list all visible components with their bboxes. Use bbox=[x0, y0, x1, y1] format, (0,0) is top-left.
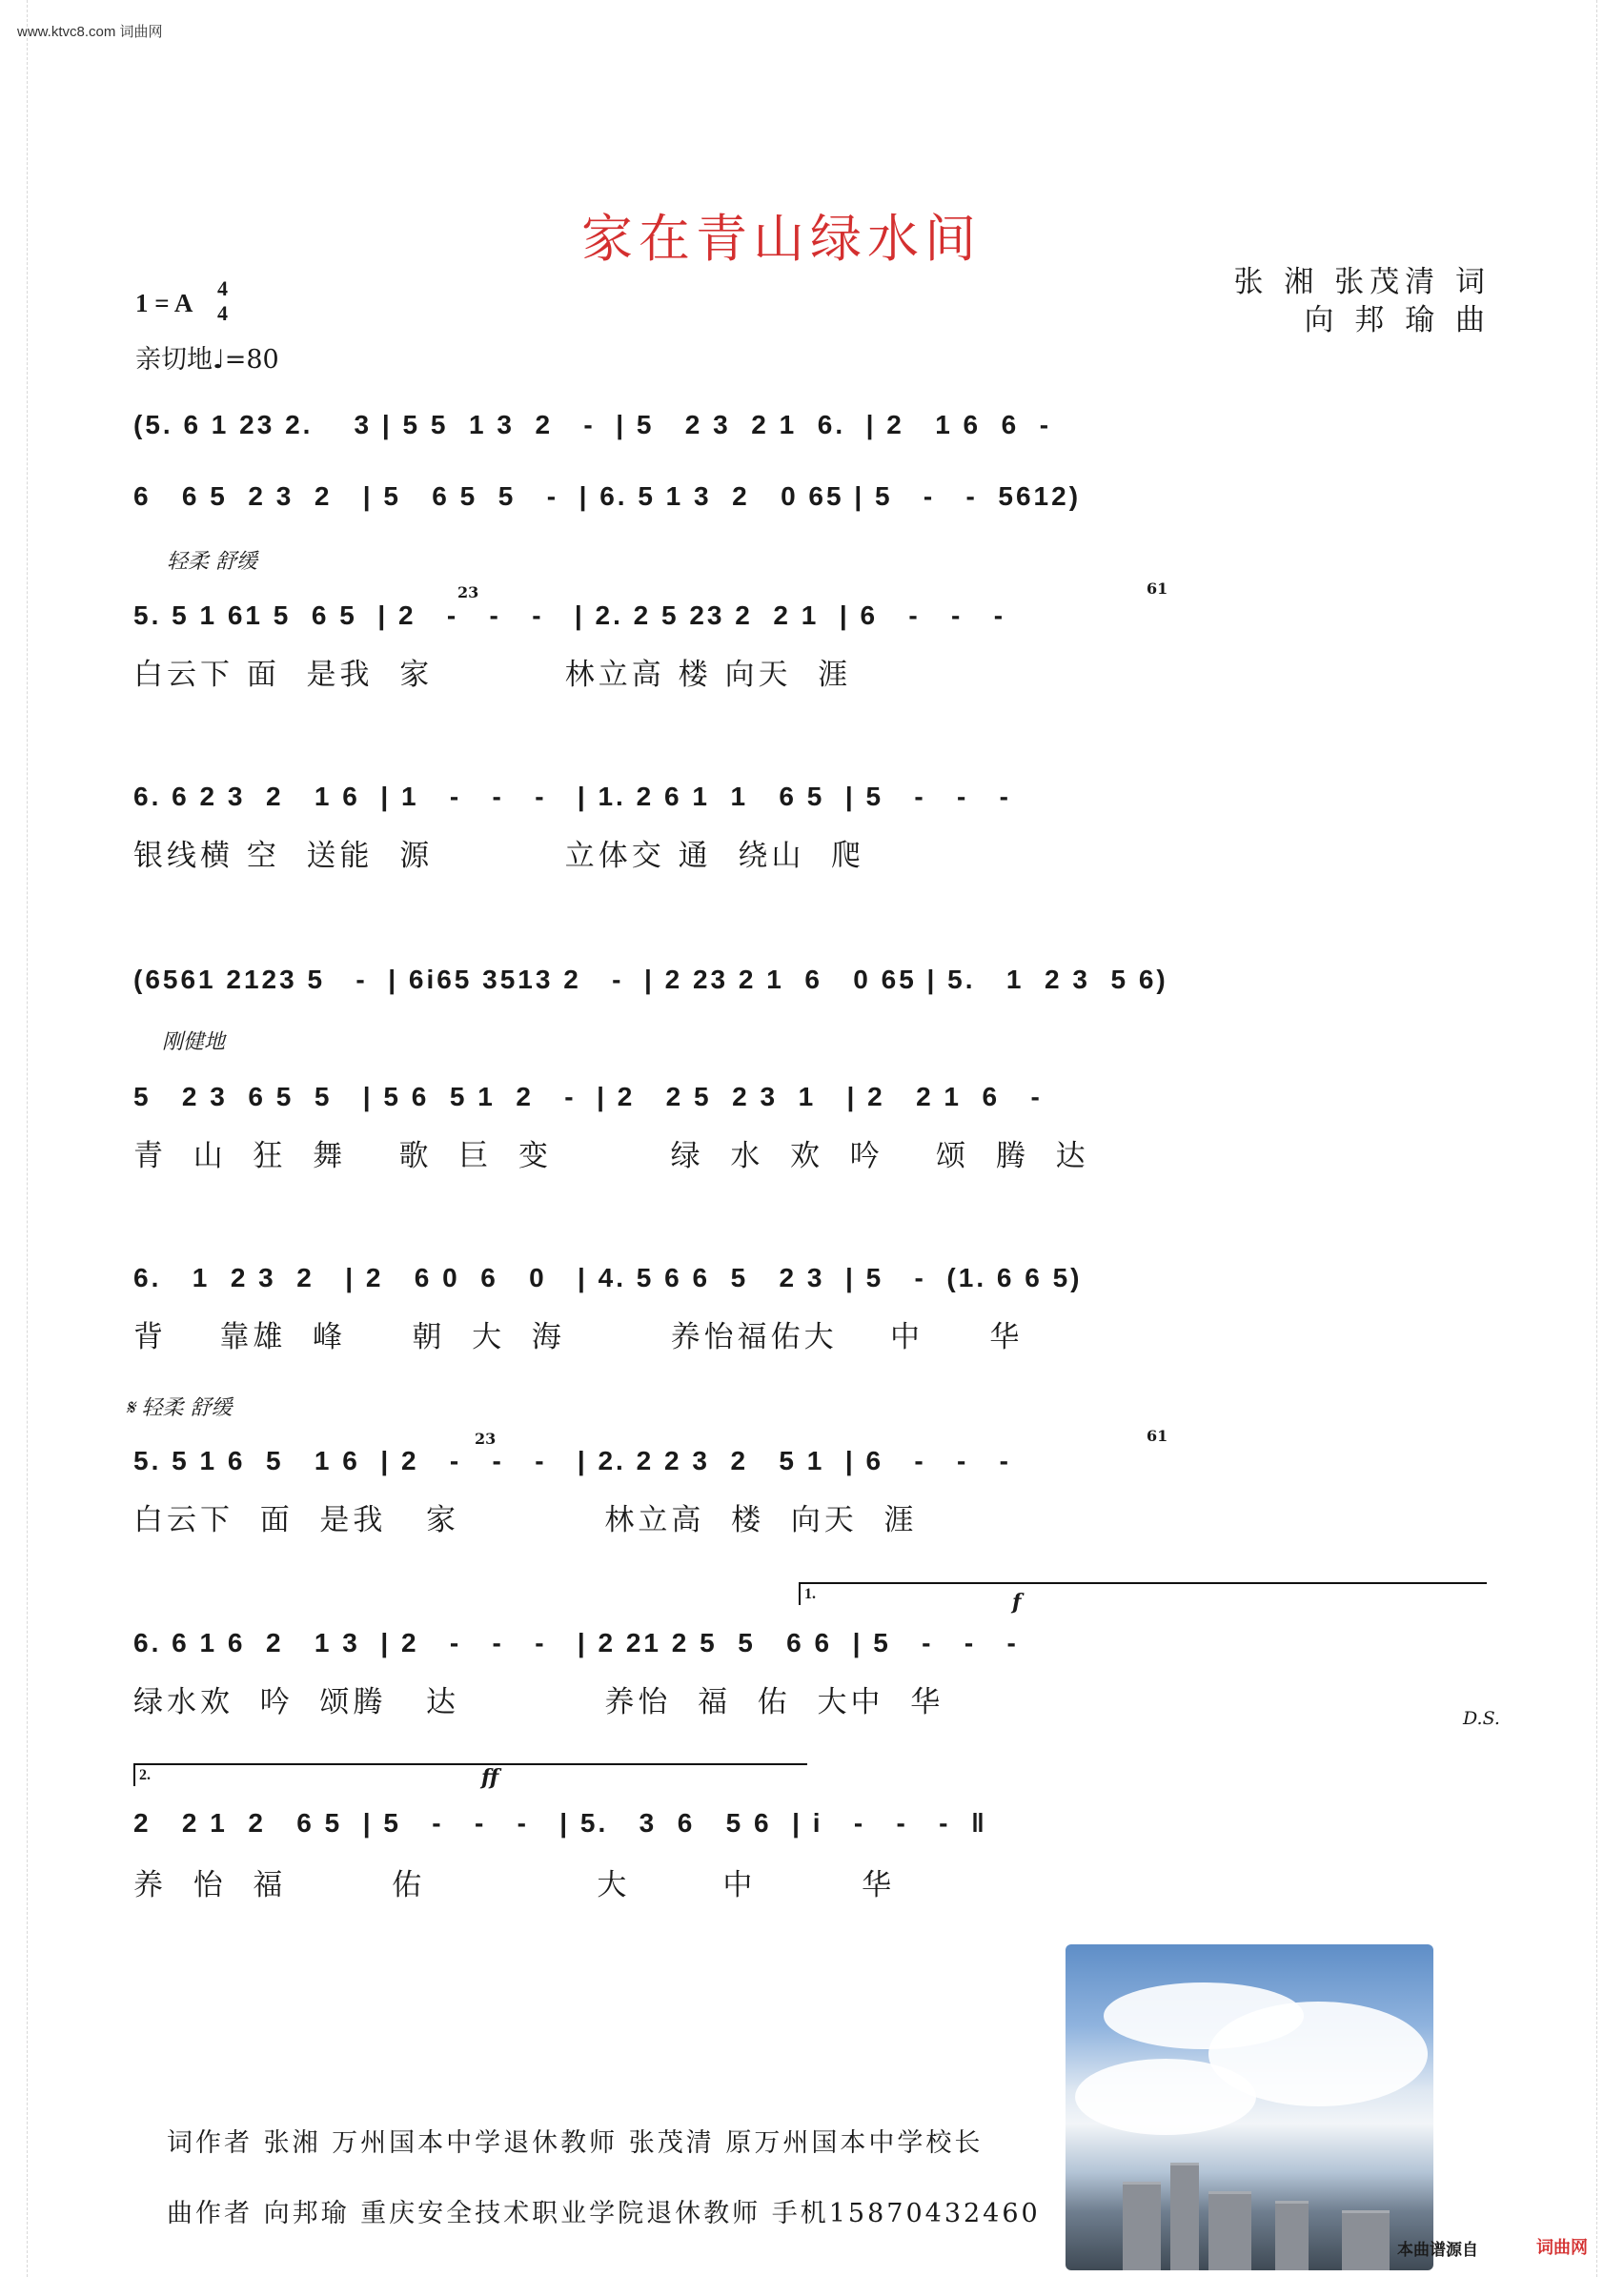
dynamic-fortissimo: ff bbox=[481, 1765, 499, 1790]
site-header: www.ktvc8.com 词曲网 bbox=[17, 24, 163, 40]
notation: 5 2 3 6 5 5 | 5 6 5 1 2 - | 2 2 5 2 3 1 | 2 2 1 6 - bbox=[133, 1082, 1043, 1111]
building bbox=[1170, 2163, 1199, 2270]
score-line-9 bbox=[133, 1628, 1506, 1723]
notation: 6. 1 2 3 2 | 2 6 0 6 0 | 4. 5 6 6 5 2 3 | 5 - (1. 6 6 5) bbox=[133, 1263, 1083, 1292]
right-watermark-strip bbox=[1596, 0, 1618, 2277]
composer-info: 曲作者 向邦瑜 重庆安全技术职业学院退休教师 手机15870432460 bbox=[167, 2199, 1041, 2228]
lyrics: 养 怡 福 佑 大 中 华 bbox=[133, 1868, 896, 1902]
notation: 2 2 1 2 6 5 | 5 - - - | 5. 3 6 5 6 | i - - - ‖ bbox=[133, 1808, 987, 1838]
composer-credit: 向 邦 瑜 曲 bbox=[1304, 303, 1491, 337]
cloud bbox=[1075, 2059, 1256, 2135]
score-line-2 bbox=[133, 481, 1506, 539]
expression-vigorous: 刚健地 bbox=[162, 1030, 226, 1054]
notation: 5. 5 1 61 5 6 5 | 2 - - - | 2. 2 5 23 2 2 1 | 6 - - - bbox=[133, 600, 1006, 630]
score-line-8 bbox=[133, 1446, 1506, 1541]
score-line-1 bbox=[133, 410, 1506, 467]
key-signature: 1 = A bbox=[135, 289, 193, 317]
brand-logo[interactable]: 词曲网 bbox=[1536, 2238, 1588, 2258]
lyricist-info: 词作者 张湘 万州国本中学退休教师 张茂清 原万州国本中学校长 bbox=[167, 2128, 984, 2158]
grace-note: 23 bbox=[457, 583, 479, 601]
building bbox=[1123, 2182, 1161, 2270]
time-top: 4 bbox=[217, 276, 228, 300]
lyrics: 青 山 狂 舞 歌 巨 变 绿 水 欢 吟 颂 腾 达 bbox=[133, 1139, 1089, 1173]
lyrics: 白云下 面 是我 家 林立高 楼 向天 涯 bbox=[133, 658, 852, 692]
first-ending-label: 1. bbox=[804, 1586, 816, 1602]
dynamic-forte: f bbox=[1012, 1590, 1022, 1615]
first-ending-bracket bbox=[799, 1582, 1487, 1605]
lyrics: 绿水欢 吟 颂腾 达 养怡 福 佑 大中 华 bbox=[133, 1685, 944, 1719]
landscape-photo bbox=[1066, 1944, 1433, 2270]
notation: 6. 6 2 3 2 1 6 | 1 - - - | 1. 2 6 1 1 6 5 | 5 - - - bbox=[133, 782, 1012, 811]
score-line-10 bbox=[133, 1808, 1506, 1903]
source-note: 本曲谱源自 bbox=[1397, 2241, 1478, 2260]
dal-segno: D.S. bbox=[1463, 1708, 1500, 1729]
notation: 6. 6 1 6 2 1 3 | 2 - - - | 2 21 2 5 5 6 6 | 5 - - - bbox=[133, 1628, 1019, 1657]
notation: 6 6 5 2 3 2 | 5 6 5 5 - | 6. 5 1 3 2 0 65 | 5 - - 5612) bbox=[133, 481, 1082, 511]
notation: (6561 2123 5 - | 6i65 3513 2 - | 2 23 2 1 6 0 65 | 5. 1 2 3 5 6) bbox=[133, 965, 1168, 994]
time-signature bbox=[217, 276, 228, 326]
expression-soft: 轻柔 舒缓 bbox=[167, 550, 257, 574]
building bbox=[1208, 2191, 1251, 2270]
score-line-5 bbox=[133, 965, 1506, 1022]
lyrics: 白云下 面 是我 家 林立高 楼 向天 涯 bbox=[133, 1503, 918, 1537]
tempo-marking: 亲切地♩=80 bbox=[135, 345, 279, 375]
grace-note: 61 bbox=[1147, 1427, 1168, 1445]
lyrics: 银线横 空 送能 源 立体交 通 绕山 爬 bbox=[133, 839, 865, 873]
song-title: 家在青山绿水间 bbox=[581, 209, 982, 269]
notation: (5. 6 1 23 2. 3 | 5 5 1 3 2 - | 5 2 3 2 1 6. | 2 1 6 6 - bbox=[133, 410, 1052, 439]
building bbox=[1275, 2201, 1309, 2270]
second-ending-bracket bbox=[133, 1763, 807, 1786]
notation: 5. 5 1 6 5 1 6 | 2 - - - | 2. 2 2 3 2 5 1 | 6 - - - bbox=[133, 1446, 1012, 1475]
lyrics: 背 靠雄 峰 朝 大 海 养怡福佑大 中 华 bbox=[133, 1320, 1024, 1354]
lyricist-credit: 张 湘 张茂清 词 bbox=[1233, 265, 1491, 299]
building bbox=[1342, 2210, 1390, 2270]
expression-segno-soft: 𝄋 轻柔 舒缓 bbox=[126, 1396, 233, 1420]
score-line-3 bbox=[133, 600, 1506, 696]
time-bottom: 4 bbox=[217, 301, 228, 325]
score-line-4 bbox=[133, 782, 1506, 877]
left-watermark-strip bbox=[6, 0, 28, 2277]
grace-note: 23 bbox=[475, 1430, 497, 1448]
grace-note: 61 bbox=[1147, 579, 1168, 598]
score-line-7 bbox=[133, 1263, 1506, 1358]
second-ending-label: 2. bbox=[139, 1767, 151, 1783]
score-line-6 bbox=[133, 1082, 1506, 1177]
